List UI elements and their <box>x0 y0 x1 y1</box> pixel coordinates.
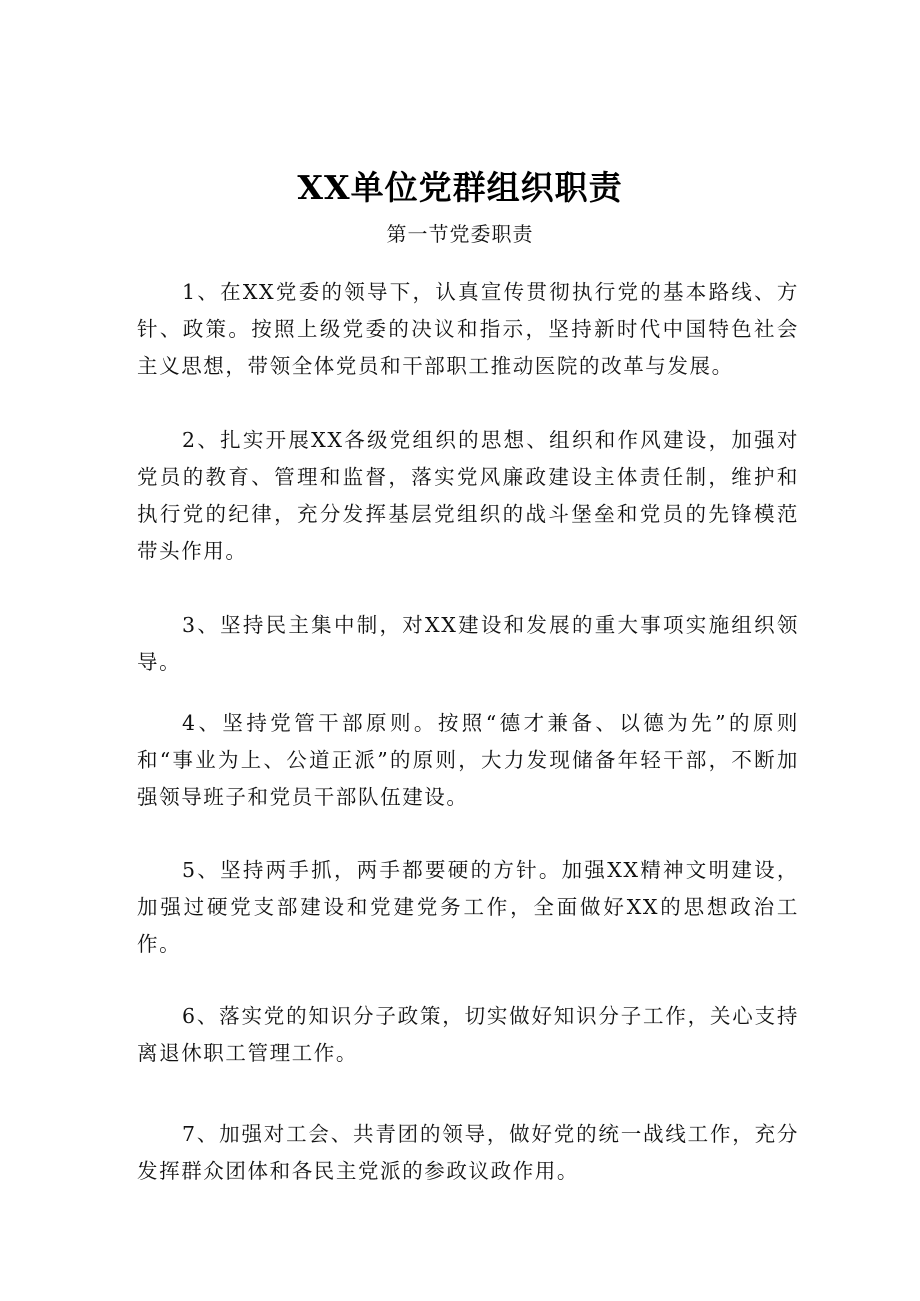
paragraph-5: 5、坚持两手抓，两手都要硬的方针。加强XX精神文明建设，加强过硬党支部建设和党建党务工作，全面做好XX的思想政治工作。 <box>137 858 799 956</box>
section-heading: 第一节党委职责 <box>386 222 534 246</box>
document-title: XX单位党群组织职责 <box>297 168 623 208</box>
paragraph-3: 3、坚持民主集中制，对XX建设和发展的重大事项实施组织领导。 <box>137 613 799 674</box>
paragraph-2: 2、扎实开展XX各级党组织的思想、组织和作风建设，加强对党员的教育、管理和监督，落实党风廉政建设主体责任制，维护和执行党的纪律，充分发挥基层党组织的战斗堡垒和党员的先锋模范带头作用。 <box>137 428 799 563</box>
paragraph-7: 7、加强对工会、共青团的领导，做好党的统一战线工作，充分发挥群众团体和各民主党派的参政议政作用。 <box>137 1122 799 1183</box>
paragraph-6: 6、落实党的知识分子政策，切实做好知识分子工作，关心支持离退休职工管理工作。 <box>137 1004 799 1065</box>
paragraph-4: 4、坚持党管干部原则。按照“德才兼备、以德为先”的原则和“事业为上、公道正派”的原则，大力发现储备年轻干部，不断加强领导班子和党员干部队伍建设。 <box>137 711 799 809</box>
paragraph-1: 1、在XX党委的领导下，认真宣传贯彻执行党的基本路线、方针、政策。按照上级党委的决议和指示，坚持新时代中国特色社会主义思想，带领全体党员和干部职工推动医院的改革与发展。 <box>137 280 799 378</box>
